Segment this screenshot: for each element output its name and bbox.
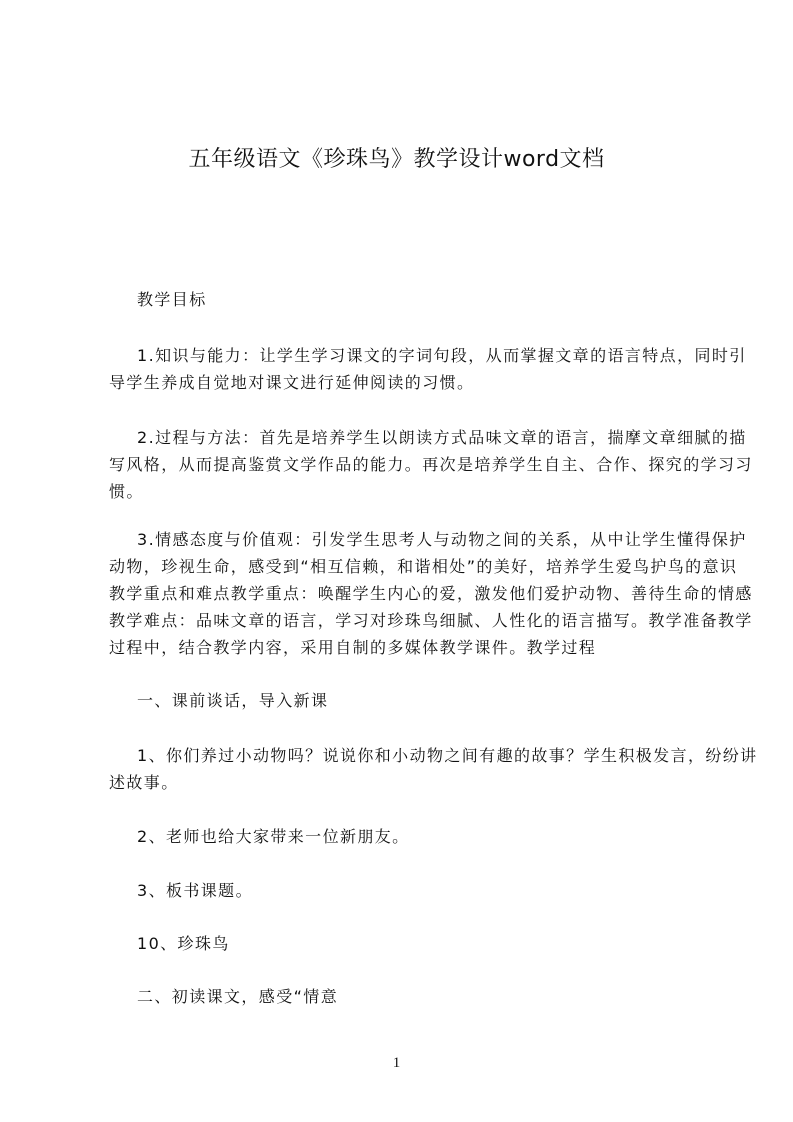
paragraph-knowledge	[109, 342, 747, 396]
paragraph-item-3	[109, 877, 253, 904]
paragraph-objectives-heading	[109, 286, 207, 313]
text-line: 1、你们养过小动物吗？说说你和小动物之间有趣的故事？学生积极发言，纷纷讲	[137, 746, 758, 765]
document-title: 五年级语文《珍珠鸟》教学设计word文档	[188, 147, 605, 172]
text-line: 二、初读课文，感受“情意	[137, 987, 339, 1006]
paragraph-process	[109, 424, 753, 505]
text-line: 动物，珍视生命，感受到“相互信赖，和谐相处”的美好，培养学生爱鸟护鸟的意识	[109, 557, 738, 576]
paragraph-item-1	[109, 742, 758, 796]
text-line: 过程中，结合教学内容，采用自制的多媒体教学课件。教学过程	[109, 638, 597, 657]
text-line: 10、珍珠鸟	[137, 934, 230, 953]
text-line: 教学难点：品味文章的语言，学习对珍珠鸟细腻、人性化的语言描写。教学准备教学	[109, 611, 753, 630]
text-line: 教学目标	[137, 290, 207, 309]
text-line: 2、老师也给大家带来一位新朋友。	[137, 827, 410, 846]
paragraph-item-2	[109, 823, 410, 850]
paragraph-lesson-title	[109, 930, 230, 957]
text-line: 教学重点和难点教学重点：唤醒学生内心的爱，激发他们爱护动物、善待生命的情感	[109, 584, 753, 603]
section-heading-2	[109, 983, 338, 1010]
paragraph-emotion	[109, 526, 753, 661]
text-line: 惯。	[109, 482, 144, 501]
text-line: 1.知识与能力：让学生学习课文的字词句段，从而掌握文章的语言特点，同时引	[137, 346, 747, 365]
page-number: 1	[392, 1055, 401, 1071]
text-line: 2.过程与方法：首先是培养学生以朗读方式品味文章的语言，揣摩文章细腻的描	[137, 428, 747, 447]
text-line: 一、课前谈话，导入新课	[137, 691, 329, 710]
text-line: 3、板书课题。	[137, 881, 253, 900]
text-line: 导学生养成自觉地对课文进行延伸阅读的习惯。	[109, 373, 475, 392]
text-line: 3.情感态度与价值观：引发学生思考人与动物之间的关系，从中让学生懂得保护	[137, 530, 747, 549]
text-line: 写风格，从而提高鉴赏文学作品的能力。再次是培养学生自主、合作、探究的学习习	[109, 455, 753, 474]
text-line: 述故事。	[109, 773, 179, 792]
section-heading-1	[109, 687, 328, 714]
